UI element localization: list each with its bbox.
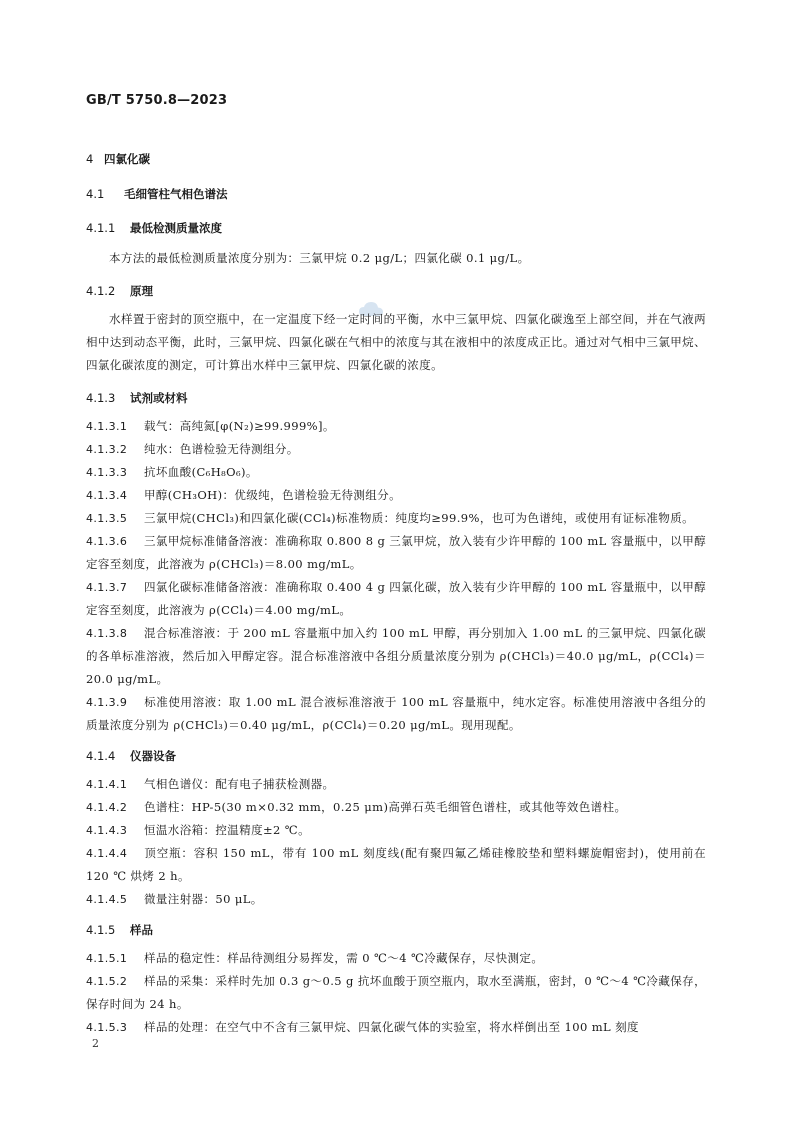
section-4-1-2-heading xyxy=(86,282,706,300)
clause-number: 4.1.3.7 xyxy=(86,581,128,594)
clause-number: 4.1.3.3 xyxy=(86,466,128,479)
clause-number: 4.1.4.1 xyxy=(86,778,128,791)
clause-text: 标准使用溶液：取 1.00 mL 混合液标准溶液于 100 mL 容量瓶中，纯水定容。标准使用溶液中各组分的质量浓度分别为 ρ(CHCl₃)＝0.40 μg/mL，ρ(CCl₄)＝0.20 μg/mL。现用现配。 xyxy=(86,695,706,732)
clause-text: 微量注射器：50 μL。 xyxy=(144,892,263,906)
clause-item xyxy=(86,691,706,737)
section-4-1-3-heading xyxy=(86,389,706,407)
clause-text: 恒温水浴箱：控温精度±2 ℃。 xyxy=(144,823,310,837)
section-number: 4.1.3 xyxy=(86,391,116,405)
clause-text: 气相色谱仪：配有电子捕获检测器。 xyxy=(144,777,335,791)
section-title: 毛细管柱气相色谱法 xyxy=(124,187,228,201)
clause-item xyxy=(86,530,706,576)
clause-item xyxy=(86,438,706,461)
section-title: 样品 xyxy=(130,923,153,937)
page-number: 2 xyxy=(92,1037,99,1050)
standard-id-header: GB/T 5750.8—2023 xyxy=(86,93,228,108)
section-4-1-4-heading xyxy=(86,747,706,765)
section-4-1-heading xyxy=(86,185,706,203)
clause-item xyxy=(86,1016,706,1039)
clause-text: 色谱柱：HP-5(30 m×0.32 mm，0.25 μm)高弹石英毛细管色谱柱，或其他等效色谱柱。 xyxy=(144,800,627,814)
section-title: 原理 xyxy=(130,284,153,298)
clause-number: 4.1.3.4 xyxy=(86,489,128,502)
clause-item xyxy=(86,796,706,819)
section-number: 4.1.4 xyxy=(86,749,116,763)
clause-number: 4.1.3.6 xyxy=(86,535,128,548)
section-title: 最低检测质量浓度 xyxy=(130,221,222,235)
section-title: 四氯化碳 xyxy=(104,152,150,166)
clause-item xyxy=(86,484,706,507)
clause-number: 4.1.5.2 xyxy=(86,975,128,988)
clause-item xyxy=(86,461,706,484)
clause-text: 载气：高纯氮[φ(N₂)≥99.999%]。 xyxy=(144,419,335,433)
section-4-1-5-heading xyxy=(86,921,706,939)
clause-text: 顶空瓶：容积 150 mL，带有 100 mL 刻度线(配有聚四氟乙烯硅橡胶垫和塑料螺旋帽密封)，使用前在 120 ℃ 烘烤 2 h。 xyxy=(86,846,706,883)
clause-item xyxy=(86,773,706,796)
clause-number: 4.1.3.8 xyxy=(86,627,128,640)
section-4-1-1-heading xyxy=(86,219,706,237)
clause-item xyxy=(86,507,706,530)
clause-text: 甲醇(CH₃OH)：优级纯，色谱检验无待测组分。 xyxy=(144,488,401,502)
section-number: 4.1.5 xyxy=(86,923,116,937)
samples-list xyxy=(86,947,706,1039)
section-number: 4 xyxy=(86,152,94,166)
section-4-heading xyxy=(86,150,706,168)
section-number: 4.1.2 xyxy=(86,284,116,298)
clause-text: 样品的采集：采样时先加 0.3 g～0.5 g 抗坏血酸于顶空瓶内，取水至满瓶，密封，0 ℃～4 ℃冷藏保存，保存时间为 24 h。 xyxy=(86,974,706,1011)
clause-text: 混合标准溶液：于 200 mL 容量瓶中加入约 100 mL 甲醇，再分别加入 1.00 mL 的三氯甲烷、四氯化碳的各单标准溶液，然后加入甲醇定容。混合标准溶液中各组分质量浓度分别为 ρ(CHCl₃)＝40.0 μg/mL，ρ(CCl₄)＝20.0 μg/mL。 xyxy=(86,626,706,686)
clause-item xyxy=(86,888,706,911)
document-body xyxy=(86,150,706,1039)
section-number: 4.1 xyxy=(86,187,105,201)
clause-number: 4.1.4.2 xyxy=(86,801,128,814)
clause-text: 纯水：色谱检验无待测组分。 xyxy=(144,442,299,456)
clause-text: 四氯化碳标准储备溶液：准确称取 0.400 4 g 四氯化碳，放入装有少许甲醇的 100 mL 容量瓶中，以甲醇定容至刻度，此溶液为 ρ(CCl₄)＝4.00 mg/mL。 xyxy=(86,580,706,617)
clause-number: 4.1.4.4 xyxy=(86,847,128,860)
section-title: 仪器设备 xyxy=(130,749,176,763)
detection-limit-paragraph: 本方法的最低检测质量浓度分别为：三氯甲烷 0.2 μg/L；四氯化碳 0.1 μg/L。 xyxy=(109,251,530,265)
clause-item xyxy=(86,576,706,622)
clause-text: 三氯甲烷标准储备溶液：准确称取 0.800 8 g 三氯甲烷，放入装有少许甲醇的 100 mL 容量瓶中，以甲醇定容至刻度，此溶液为 ρ(CHCl₃)＝8.00 mg/mL。 xyxy=(86,534,706,571)
clause-item xyxy=(86,947,706,970)
instruments-list xyxy=(86,773,706,911)
clause-text: 抗坏血酸(C₆H₈O₆)。 xyxy=(144,465,258,479)
clause-number: 4.1.4.5 xyxy=(86,893,128,906)
reagents-list xyxy=(86,415,706,737)
clause-text: 样品的处理：在空气中不含有三氯甲烷、四氯化碳气体的实验室，将水样倒出至 100 mL 刻度 xyxy=(144,1020,639,1034)
clause-number: 4.1.3.9 xyxy=(86,696,128,709)
clause-item xyxy=(86,415,706,438)
clause-number: 4.1.4.3 xyxy=(86,824,128,837)
principle-paragraph: 水样置于密封的顶空瓶中，在一定温度下经一定时间的平衡，水中三氯甲烷、四氯化碳逸至上部空间，并在气液两相中达到动态平衡，此时，三氯甲烷、四氯化碳在气相中的浓度与其在液相中的浓度成正比。通过对气相中三氯甲烷、四氯化碳浓度的测定，可计算出水样中三氯甲烷、四氯化碳的浓度。 xyxy=(86,312,706,372)
section-title: 试剂或材料 xyxy=(130,391,188,405)
clause-number: 4.1.3.1 xyxy=(86,420,128,433)
clause-text: 三氯甲烷(CHCl₃)和四氯化碳(CCl₄)标准物质：纯度均≥99.9%，也可为色谱纯，或使用有证标准物质。 xyxy=(144,511,695,525)
clause-item xyxy=(86,819,706,842)
clause-item xyxy=(86,622,706,691)
clause-number: 4.1.3.2 xyxy=(86,443,128,456)
section-number: 4.1.1 xyxy=(86,221,116,235)
clause-item xyxy=(86,842,706,888)
clause-text: 样品的稳定性：样品待测组分易挥发，需 0 ℃～4 ℃冷藏保存，尽快测定。 xyxy=(144,951,544,965)
clause-number: 4.1.3.5 xyxy=(86,512,128,525)
clause-item xyxy=(86,970,706,1016)
clause-number: 4.1.5.3 xyxy=(86,1021,128,1034)
clause-number: 4.1.5.1 xyxy=(86,952,128,965)
